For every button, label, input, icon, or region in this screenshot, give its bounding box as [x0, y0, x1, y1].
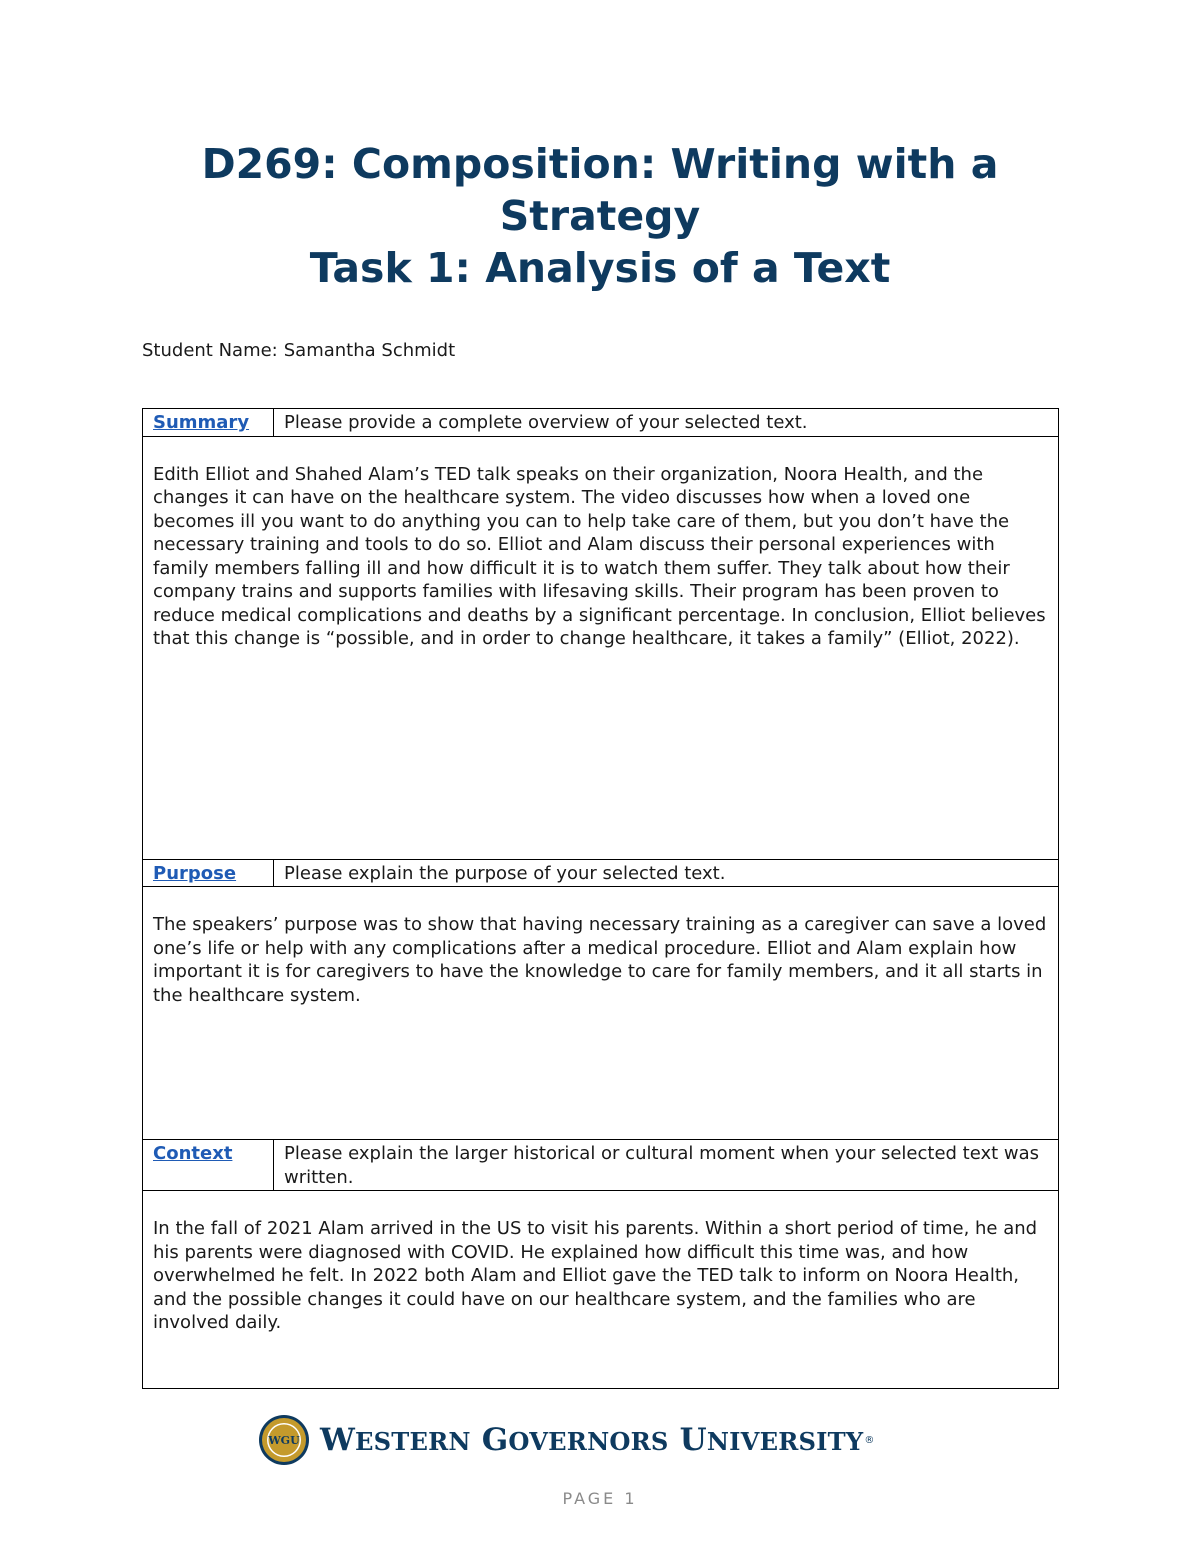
context-label[interactable]: Context [143, 1140, 274, 1191]
title-line-3: Task 1: Analysis of a Text [309, 244, 891, 292]
wgu-seal-text: WGU [268, 1434, 300, 1447]
title-line-2: Strategy [499, 192, 701, 240]
page-number: PAGE 1 [562, 1489, 638, 1508]
context-header-row [143, 1140, 1059, 1191]
student-name-value: Samantha Schmidt [283, 340, 456, 361]
summary-prompt: Please provide a complete overview of your selected text. [274, 409, 1059, 437]
purpose-content-row [143, 887, 1059, 1140]
purpose-label[interactable]: Purpose [143, 859, 274, 887]
context-content[interactable]: In the fall of 2021 Alam arrived in the US to visit his parents. Within a short period of time, he and his parents were diagnosed with COVID. He explained how difficult this time was, and how overwhelmed he felt. In 2022 both Alam and Elliot gave the TED talk to inform on Noora Health, and the possible changes it could have on our healthcare system, and the families who are involved daily. [143, 1191, 1059, 1389]
wgu-seal-icon [258, 1414, 310, 1466]
title-line-1: D269: Composition: Writing with a [201, 140, 999, 188]
context-content-row [143, 1191, 1059, 1389]
context-prompt: Please explain the larger historical or cultural moment when your selected text was written. [274, 1140, 1059, 1191]
analysis-table [142, 408, 1059, 1389]
university-name: WESTERN GOVERNORS UNIVERSITY [320, 1422, 864, 1458]
student-name-line [142, 340, 455, 361]
summary-label[interactable]: Summary [143, 409, 274, 437]
summary-header-row [143, 409, 1059, 437]
wgu-logo [258, 1412, 874, 1468]
purpose-content[interactable]: The speakers’ purpose was to show that having necessary training as a caregiver can save a loved one’s life or help with any complications after a medical procedure. Elliot and Alam explain how important it is for caregivers to have the knowledge to care for family members, and it all starts in the healthcare system. [143, 887, 1059, 1140]
document-title [100, 138, 1100, 294]
summary-content[interactable]: Edith Elliot and Shahed Alam’s TED talk speaks on their organization, Noora Health, and the changes it can have on the healthcare system. The video discusses how when a loved one becomes ill you want to do anything you can to help take care of them, but you don’t have the necessary training and tools to do so. Elliot and Alam discuss their personal experiences with family members falling ill and how difficult it is to watch them suffer. They talk about how their company trains and supports families with lifesaving skills. Their program has been proven to reduce medical complications and deaths by a significant percentage. In conclusion, Elliot believes that this change is “possible, and in order to change healthcare, it takes a family” (Elliot, 2022). [143, 436, 1059, 859]
summary-content-row [143, 436, 1059, 859]
trademark-symbol: ® [864, 1434, 875, 1446]
purpose-header-row [143, 859, 1059, 887]
student-name-label: Student Name: [142, 340, 278, 361]
purpose-prompt: Please explain the purpose of your selected text. [274, 859, 1059, 887]
